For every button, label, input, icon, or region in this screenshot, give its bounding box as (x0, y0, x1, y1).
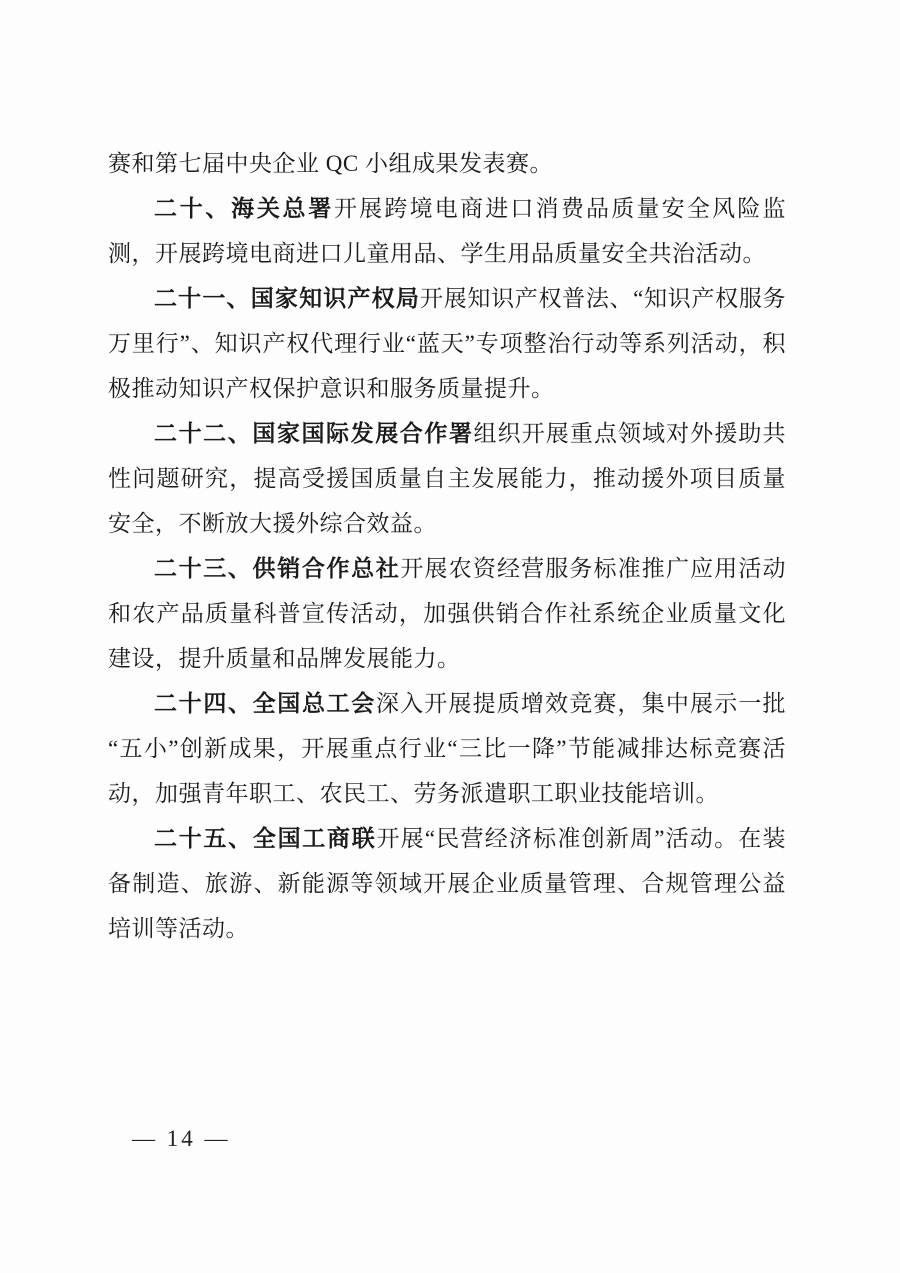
paragraph (108, 546, 786, 681)
paragraph (108, 816, 786, 951)
paragraph-text: 开展知识产权普法、“知识产权服务万里行”、知识产权代理行业“蓝天”专项整治行动等系列活动，积极推动知识产权保护意识和服务质量提升。 (108, 286, 786, 401)
paragraph-text: 开展“民营经济标准创新周”活动。在装备制造、旅游、新能源等领域开展企业质量管理、合规管理公益培训等活动。 (108, 826, 787, 941)
paragraph-lead: 二十一、国家知识产权局 (154, 285, 421, 311)
paragraph-lead: 二十、海关总署 (154, 195, 334, 221)
page-number: — 14 — (132, 1126, 231, 1151)
paragraph (108, 186, 786, 276)
paragraph-lead: 二十三、供销合作总社 (154, 555, 401, 581)
paragraph-continuation (108, 141, 786, 186)
paragraph-text: 赛和第七届中央企业 QC 小组成果发表赛。 (108, 151, 553, 176)
paragraph-text: 深入开展提质增效竞赛，集中展示一批“五小”创新成果，开展重点行业“三比一降”节能减排达标竞赛活动，加强青年职工、农民工、劳务派遣职工职业技能培训。 (108, 691, 787, 806)
paragraph-lead: 二十五、全国工商联 (154, 825, 377, 851)
paragraph-lead: 二十四、全国总工会 (154, 690, 376, 716)
paragraph-lead: 二十二、国家国际发展合作署 (154, 420, 474, 446)
document-body (108, 141, 786, 951)
paragraph-text: 开展跨境电商进口消费品质量安全风险监测，开展跨境电商进口儿童用品、学生用品质量安全共治活动。 (108, 196, 787, 266)
paragraph (108, 411, 786, 546)
paragraph (108, 681, 786, 816)
paragraph-text: 组织开展重点领域对外援助共性问题研究，提高受援国质量自主发展能力，推动援外项目质量安全，不断放大援外综合效益。 (108, 421, 787, 536)
paragraph (108, 276, 786, 411)
paragraph-text: 开展农资经营服务标准推广应用活动和农产品质量科普宣传活动，加强供销合作社系统企业质量文化建设，提升质量和品牌发展能力。 (108, 556, 787, 671)
